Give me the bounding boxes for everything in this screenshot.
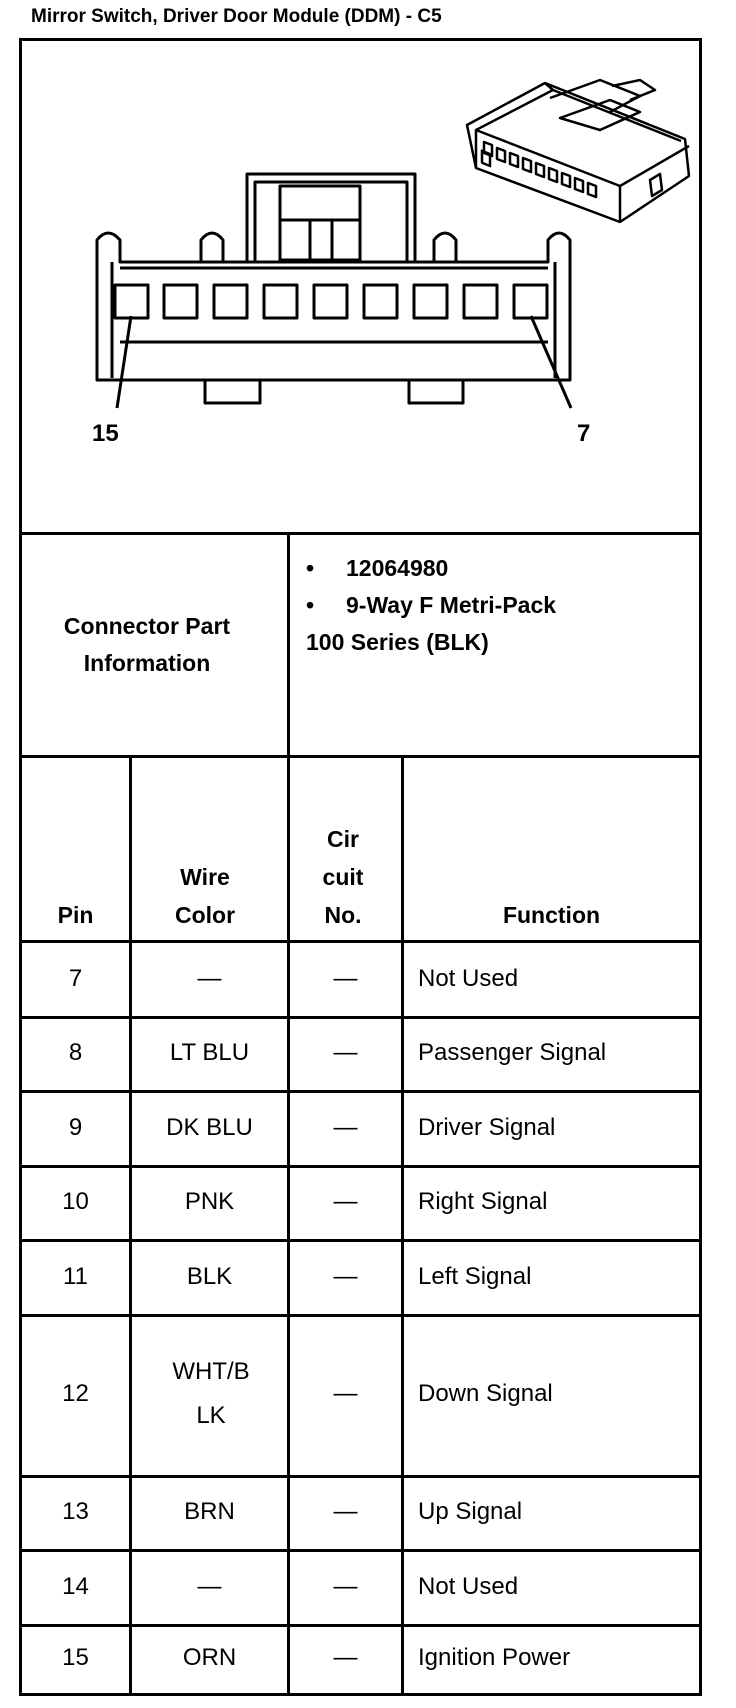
cell-function: Down Signal	[418, 1380, 553, 1407]
header-circuit-no: Cir cuit No.	[322, 826, 364, 928]
header-function: Function	[502, 902, 601, 928]
cell-circuit-no: —	[333, 1188, 358, 1215]
cell-wire-color: DK BLU	[166, 1114, 253, 1141]
cell-wire-color: —	[197, 965, 222, 992]
cell-wire-color: WHT/B LK	[172, 1358, 250, 1429]
cell-pin: 9	[68, 1114, 83, 1141]
cell-function: Ignition Power	[418, 1644, 571, 1671]
header-wire-color: Wire Color	[174, 864, 236, 928]
cell-pin: 8	[68, 1039, 83, 1066]
cell-circuit-no: —	[333, 1263, 358, 1290]
cell-wire-color: BRN	[184, 1498, 235, 1525]
row-divider	[19, 1624, 702, 1627]
row-divider	[19, 1314, 702, 1317]
divider-diagram	[19, 532, 702, 535]
row-divider	[19, 1549, 702, 1552]
cell-circuit-no: —	[333, 1498, 358, 1525]
header-pin: Pin	[57, 902, 94, 928]
connector-info-continuation: 100 Series (BLK)	[306, 629, 489, 655]
cell-pin: 14	[62, 1573, 89, 1600]
cell-pin: 15	[62, 1644, 89, 1671]
row-divider	[19, 1165, 702, 1168]
cell-circuit-no: —	[333, 1114, 358, 1141]
cell-function: Not Used	[418, 1573, 519, 1600]
cell-pin: 13	[62, 1498, 89, 1525]
row-divider	[19, 1016, 702, 1019]
cell-pin: 11	[63, 1263, 88, 1290]
row-divider	[19, 1239, 702, 1242]
divider-header	[19, 940, 702, 943]
cell-wire-color: BLK	[186, 1263, 233, 1290]
connector-info-item: • 9-Way F Metri-Pack	[306, 592, 557, 618]
cell-pin: 7	[68, 965, 83, 992]
cell-wire-color: PNK	[184, 1188, 235, 1215]
cell-circuit-no: —	[333, 965, 358, 992]
cell-function: Left Signal	[418, 1263, 532, 1290]
pin-label-right: 7	[577, 420, 591, 447]
cell-function: Right Signal	[418, 1188, 548, 1215]
divider-col-pin	[129, 755, 132, 1696]
cell-circuit-no: —	[333, 1573, 358, 1600]
cell-wire-color: —	[197, 1573, 222, 1600]
cell-circuit-no: —	[333, 1644, 358, 1671]
cell-function: Driver Signal	[418, 1114, 556, 1141]
row-divider	[19, 1090, 702, 1093]
cell-circuit-no: —	[333, 1039, 358, 1066]
cell-function: Up Signal	[418, 1498, 523, 1525]
page-title: Mirror Switch, Driver Door Module (DDM) - C5	[31, 6, 442, 27]
cell-circuit-no: —	[333, 1380, 358, 1407]
row-divider	[19, 1475, 702, 1478]
pin-label-left: 15	[92, 420, 119, 447]
cell-function: Passenger Signal	[418, 1039, 607, 1066]
cell-pin: 12	[62, 1380, 89, 1407]
connector-info-list	[306, 550, 556, 661]
cell-function: Not Used	[418, 965, 519, 992]
frame-bottom	[19, 1693, 702, 1696]
cell-wire-color: LT BLU	[169, 1039, 250, 1066]
connector-info-label: Connector Part Information	[63, 613, 231, 676]
cell-pin: 10	[62, 1188, 89, 1215]
cell-wire-color: ORN	[182, 1644, 237, 1671]
connector-info-item: • 12064980	[306, 555, 449, 581]
divider-info	[19, 755, 702, 758]
